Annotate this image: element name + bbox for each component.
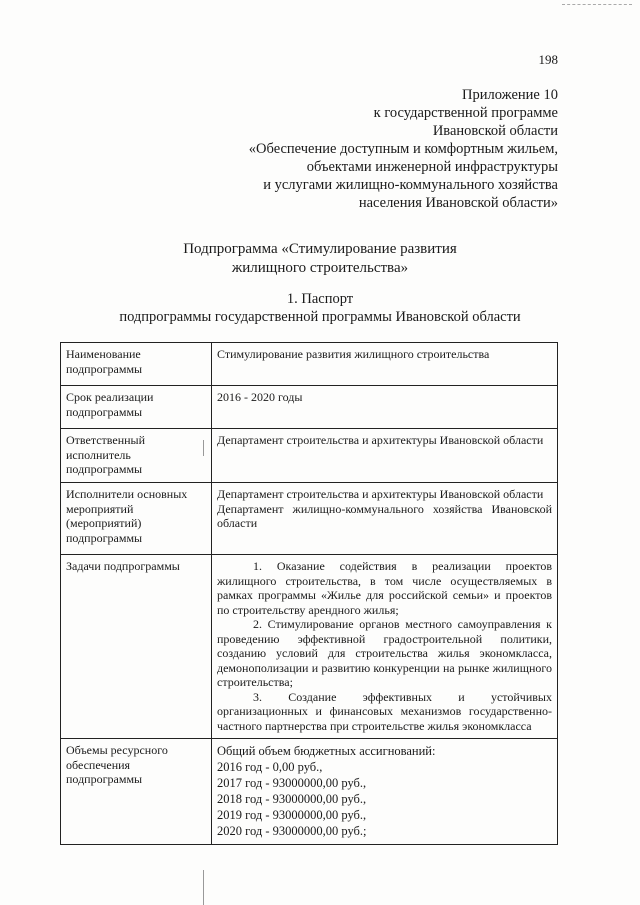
row-value: [212, 739, 558, 845]
appendix-line: «Обеспечение доступным и комфортным жильем,: [248, 141, 558, 157]
row-label: Срок реализации подпрограммы: [61, 386, 212, 429]
row-value: 2016 - 2020 годы: [212, 386, 558, 429]
appendix-line: Приложение 10: [462, 87, 558, 103]
funding-line: 2020 год - 93000000,00 руб.;: [217, 824, 367, 838]
passport-subheading: подпрограммы государственной программы Ивановской области: [119, 309, 521, 325]
appendix-line: населения Ивановской области»: [358, 195, 558, 211]
page-number: 198: [538, 52, 558, 67]
row-value: [212, 555, 558, 739]
row-label: Задачи подпрограммы: [61, 555, 212, 739]
passport-heading: 1. Паспорт: [286, 291, 354, 307]
funding-line: Общий объем бюджетных ассигнований:: [217, 744, 436, 758]
appendix-header: [178, 86, 558, 212]
row-label: Наименование подпрограммы: [61, 343, 212, 386]
funding-line: 2018 год - 93000000,00 руб.,: [217, 792, 367, 806]
scan-artifact: [203, 870, 204, 905]
appendix-line: объектами инженерной инфраструктуры: [306, 159, 558, 175]
table-row: [61, 386, 558, 429]
row-label: Объемы ресурсного обеспечения подпрограммы: [61, 739, 212, 845]
row-label: Исполнители основных мероприятий (мероприятий) подпрограммы: [61, 483, 212, 555]
row-value: [212, 483, 558, 555]
passport-table: [60, 342, 558, 845]
appendix-line: Ивановской области: [432, 123, 558, 139]
subprogram-title: [140, 240, 500, 278]
table-row: [61, 429, 558, 483]
appendix-line: и услугами жилищно-коммунального хозяйства: [263, 177, 558, 193]
row-label: Ответственный исполнитель подпрограммы: [61, 429, 212, 483]
table-row: [61, 343, 558, 386]
appendix-line: к государственной программе: [373, 105, 558, 121]
table-row: [61, 483, 558, 555]
subprogram-title-line: жилищного строительства»: [231, 260, 409, 276]
subprogram-title-line: Подпрограмма «Стимулирование развития: [183, 241, 457, 257]
funding-line: 2017 год - 93000000,00 руб.,: [217, 776, 367, 790]
task-item: 1. Оказание содействия в реализации проектов жилищного строительства, в том числе осуществляемых в рамках программы «Жилье для российской семьи» и проектов по строительству арендного жилья;: [217, 559, 552, 617]
passport-title: [60, 290, 580, 326]
task-item: 2. Стимулирование органов местного самоуправления к проведению эффективной градостроительной политики, созданию условий для строительства жилья экономкласса, демонополизации и развитию конкуренции на рынке жилищного строительства;: [217, 617, 552, 689]
executor-primary: Департамент строительства и архитектуры Ивановской области: [217, 487, 544, 501]
task-item: 3. Создание эффективных и устойчивых организационных и финансовых механизмов государственно-частного партнерства при строительстве жилья экономкласса: [217, 689, 552, 733]
row-value: Стимулирование развития жилищного строительства: [212, 343, 558, 386]
funding-line: 2016 год - 0,00 руб.,: [217, 760, 323, 774]
row-value: Департамент строительства и архитектуры Ивановской области: [212, 429, 558, 483]
executor-secondary: Департамент жилищно-коммунального хозяйства Ивановской области: [217, 501, 552, 530]
scan-artifact: [562, 4, 632, 6]
table-row: [61, 555, 558, 739]
funding-line: 2019 год - 93000000,00 руб.,: [217, 808, 367, 822]
table-row: [61, 739, 558, 845]
